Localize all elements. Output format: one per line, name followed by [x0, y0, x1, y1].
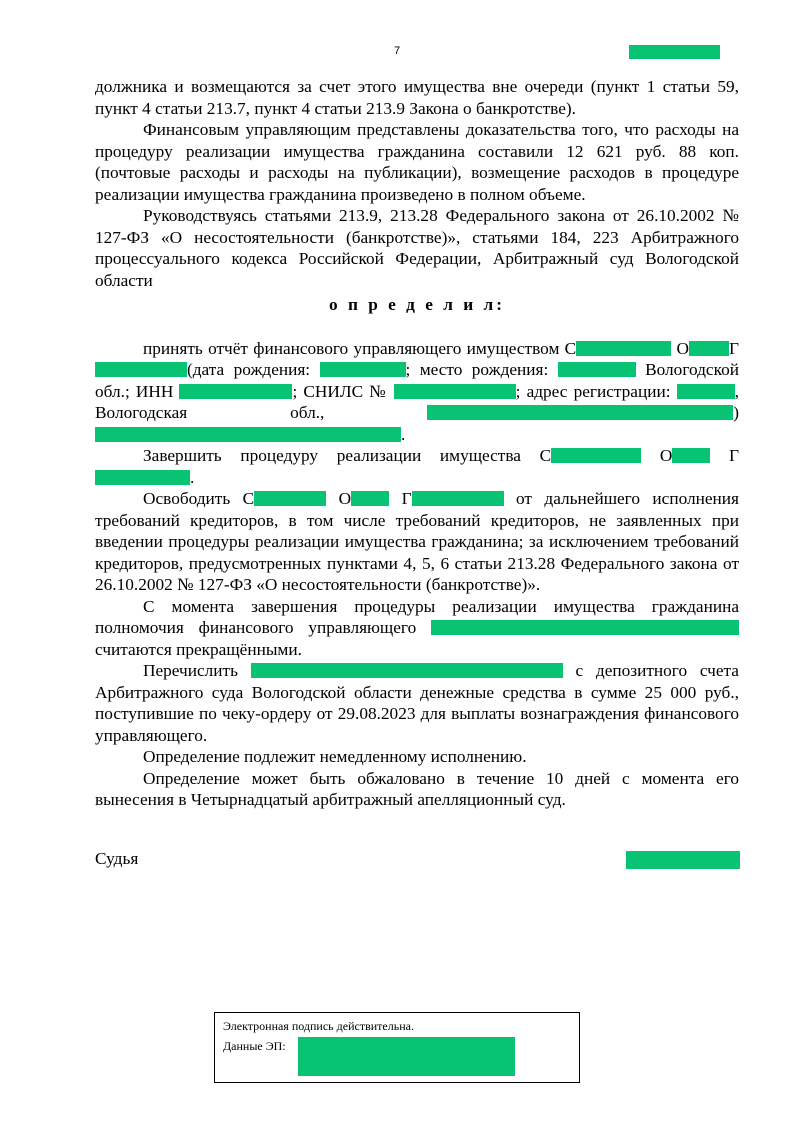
text: . — [401, 424, 406, 444]
redaction-patronymic — [95, 362, 187, 377]
text: О — [338, 489, 352, 508]
text: считаются прекращёнными. — [95, 639, 302, 659]
signature-data-label: Данные ЭП: — [223, 1039, 286, 1053]
text: ; место рождения: — [405, 360, 549, 379]
redaction-patronymic — [412, 491, 504, 506]
redaction-address-1 — [677, 384, 735, 399]
text: О — [659, 446, 673, 465]
text: ; адрес регистрации: — [515, 381, 671, 401]
paragraph-release — [95, 488, 739, 596]
page-number: 7 — [393, 45, 401, 57]
text: О — [676, 338, 690, 358]
redaction-header — [629, 45, 720, 59]
paragraph-powers-terminated — [95, 596, 739, 661]
text: с депозитного счета Арбитражного суда Вологодской области денежные средства в сумме 25 000 руб., поступившие по чеку-ордеру от 29.08.2023 для выплаты вознаграждения финансового управляющего. — [95, 661, 739, 745]
redaction-judge-name — [626, 851, 740, 869]
text: , Вологодская обл., — [95, 381, 739, 422]
paragraph-continuation: должника и возмещаются за счет этого имущества вне очереди (пункт 1 статьи 59, пункт 4 статьи 213.7, пункт 4 статьи 213.9 Закона о банкротстве). — [95, 77, 739, 118]
redaction-birthplace — [558, 362, 636, 377]
redaction-manager-name — [431, 620, 739, 635]
redaction-birthdate — [320, 362, 406, 377]
redaction-inn — [179, 384, 292, 399]
redaction-surname — [254, 491, 326, 506]
text: Завершить процедуру реализации имущества С — [143, 446, 552, 465]
text: принять отчёт финансового управляющего имуществом С — [143, 338, 577, 358]
redaction-address-3 — [95, 427, 401, 442]
paragraph-expenses: Финансовым управляющим представлены доказательства того, что расходы на процедуру реализации имущества гражданина составили 12 621 руб. 88 коп. (почтовые расходы и расходы на публикации), возмещение расходов в процедуре реализации имущества гражданина произведено в полном объеме. — [95, 120, 739, 204]
electronic-signature-box — [214, 1012, 580, 1083]
redaction-surname — [551, 448, 641, 463]
signature-valid-text: Электронная подпись действительна. — [223, 1019, 414, 1033]
text: Г — [729, 338, 740, 358]
paragraph-transfer — [95, 660, 739, 746]
paragraph-accept-report — [95, 338, 739, 446]
paragraph-legal-basis: Руководствуясь статьями 213.9, 213.28 Федерального закона от 26.10.2002 № 127-ФЗ «О несостоятельности (банкротстве)», статьями 184, 223 Арбитражного процессуального кодекса Российской Федерации, Арбитражный суд Вологодской области — [95, 206, 739, 290]
redaction-name — [689, 341, 729, 356]
text: ; СНИЛС № — [292, 381, 388, 401]
text: . — [190, 467, 195, 487]
ruling-heading: о п р е д е л и л: — [329, 295, 505, 314]
redaction-address-2 — [427, 405, 733, 420]
text: Г — [401, 489, 412, 508]
redaction-surname — [576, 341, 671, 356]
judge-label: Судья — [95, 849, 139, 868]
text: Перечислить — [143, 661, 238, 680]
document-body — [95, 76, 739, 811]
paragraph-appeal: Определение может быть обжаловано в течение 10 дней с момента его вынесения в Четырнадцатый арбитражный апелляционный суд. — [95, 768, 739, 809]
redaction-snils — [394, 384, 516, 399]
redaction-patronymic — [95, 470, 190, 485]
redaction-name — [351, 491, 389, 506]
text: (дата рождения: — [187, 360, 311, 379]
judge-signature-line — [95, 849, 740, 869]
text: ) — [733, 403, 739, 422]
paragraph-complete-procedure — [95, 445, 739, 488]
redaction-name — [672, 448, 710, 463]
text: Освободить С — [143, 489, 255, 508]
text: С момента завершения процедуры реализации имущества гражданина полномочия финансового управляющего — [95, 596, 739, 637]
text: Вологодской обл.; ИНН — [95, 360, 739, 401]
text: от дальнейшего исполнения требований кредиторов, в том числе требований кредиторов, не заявленных при введении процедуры реализации имущества гражданина; за исключением требований кредиторов, предусмотренных пунктами 4, 5, 6 статьи 213.28 Федерального закона от 26.10.2002 № 127-ФЗ «О несостоятельности (банкротстве)». — [95, 489, 739, 594]
redaction-recipient — [251, 663, 563, 678]
redaction-signature-data — [298, 1037, 515, 1076]
paragraph-immediate-execution: Определение подлежит немедленному исполнению. — [143, 747, 527, 766]
text: Г — [729, 446, 739, 465]
